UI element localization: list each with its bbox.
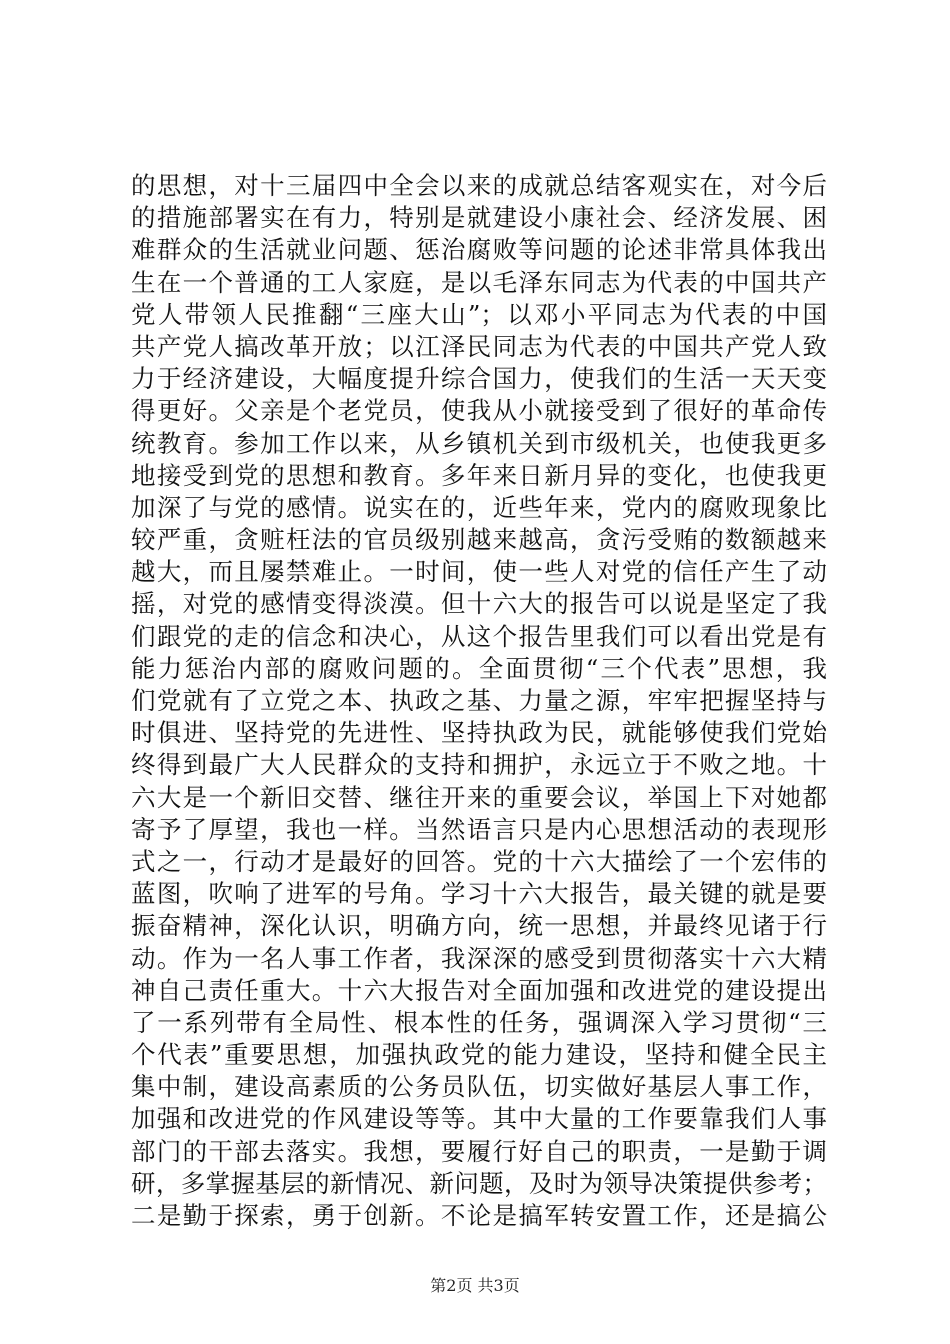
text-line: 部门的干部去落实。我想，要履行好自己的职责，一是勤于调 — [131, 1136, 827, 1166]
text-line: 研，多掌握基层的新情况、新问题，及时为领导决策提供参考； — [131, 1168, 827, 1198]
text-line: 的措施部署实在有力，特别是就建设小康社会、经济发展、困 — [131, 203, 827, 233]
text-line: 难群众的生活就业问题、惩治腐败等问题的论述非常具体我出 — [131, 235, 827, 265]
text-line: 们党就有了立党之本、执政之基、力量之源，牢牢把握坚持与 — [131, 686, 827, 715]
text-line: 了一系列带有全局性、根本性的任务，强调深入学习贯彻“三 — [131, 1007, 827, 1037]
text-line: 神自己责任重大。十六大报告对全面加强和改进党的建设提出 — [131, 975, 827, 1005]
page-number: 第2页 共3页 — [430, 1276, 520, 1295]
body-text — [131, 170, 827, 1232]
text-line: 加强和改进党的作风建设等等。其中大量的工作要靠我们人事 — [131, 1104, 827, 1134]
text-line: 们跟党的走的信念和决心，从这个报告里我们可以看出党是有 — [131, 621, 827, 651]
text-line: 党人带领人民推翻“三座大山”；以邓小平同志为代表的中国 — [131, 299, 827, 329]
text-line: 二是勤于探索，勇于创新。不论是搞军转安置工作，还是搞公 — [131, 1201, 827, 1230]
text-line: 得更好。父亲是个老党员，使我从小就接受到了很好的革命传 — [131, 396, 827, 426]
text-line: 的思想，对十三届四中全会以来的成就总结客观实在，对今后 — [131, 171, 827, 200]
text-line: 六大是一个新旧交替、继往开来的重要会议，举国上下对她都 — [131, 782, 827, 812]
text-line: 能力惩治内部的腐败问题的。全面贯彻“三个代表”思想，我 — [131, 653, 827, 683]
text-line: 摇，对党的感情变得淡漠。但十六大的报告可以说是坚定了我 — [131, 589, 827, 619]
text-line: 振奋精神，深化认识，明确方向，统一思想，并最终见诸于行 — [131, 911, 827, 941]
text-line: 统教育。参加工作以来，从乡镇机关到市级机关，也使我更多 — [131, 428, 827, 458]
text-line: 力于经济建设，大幅度提升综合国力，使我们的生活一天天变 — [131, 364, 827, 394]
text-line: 较严重，贪赃枉法的官员级别越来越高，贪污受贿的数额越来 — [131, 525, 827, 555]
text-line: 加深了与党的感情。说实在的，近些年来，党内的腐败现象比 — [131, 492, 827, 522]
text-line: 共产党人搞改革开放；以江泽民同志为代表的中国共产党人致 — [131, 331, 827, 361]
text-line: 生在一个普通的工人家庭，是以毛泽东同志为代表的中国共产 — [131, 267, 827, 297]
text-line: 集中制，建设高素质的公务员队伍，切实做好基层人事工作， — [131, 1072, 827, 1102]
text-line: 地接受到党的思想和教育。多年来日新月异的变化，也使我更 — [131, 460, 827, 490]
text-line: 越大，而且屡禁难止。一时间，使一些人对党的信任产生了动 — [131, 557, 827, 587]
text-line: 动。作为一名人事工作者，我深深的感受到贯彻落实十六大精 — [131, 943, 827, 973]
text-line: 式之一，行动才是最好的回答。党的十六大描绘了一个宏伟的 — [131, 846, 827, 876]
text-line: 时俱进、坚持党的先进性、坚持执政为民，就能够使我们党始 — [131, 718, 827, 748]
text-line: 终得到最广大人民群众的支持和拥护，永远立于不败之地。十 — [131, 750, 827, 780]
text-line: 个代表”重要思想，加强执政党的能力建设，坚持和健全民主 — [131, 1040, 827, 1070]
text-line: 寄予了厚望，我也一样。当然语言只是内心思想活动的表现形 — [131, 814, 827, 844]
text-line: 蓝图，吹响了进军的号角。学习十六大报告，最关键的就是要 — [131, 879, 827, 909]
